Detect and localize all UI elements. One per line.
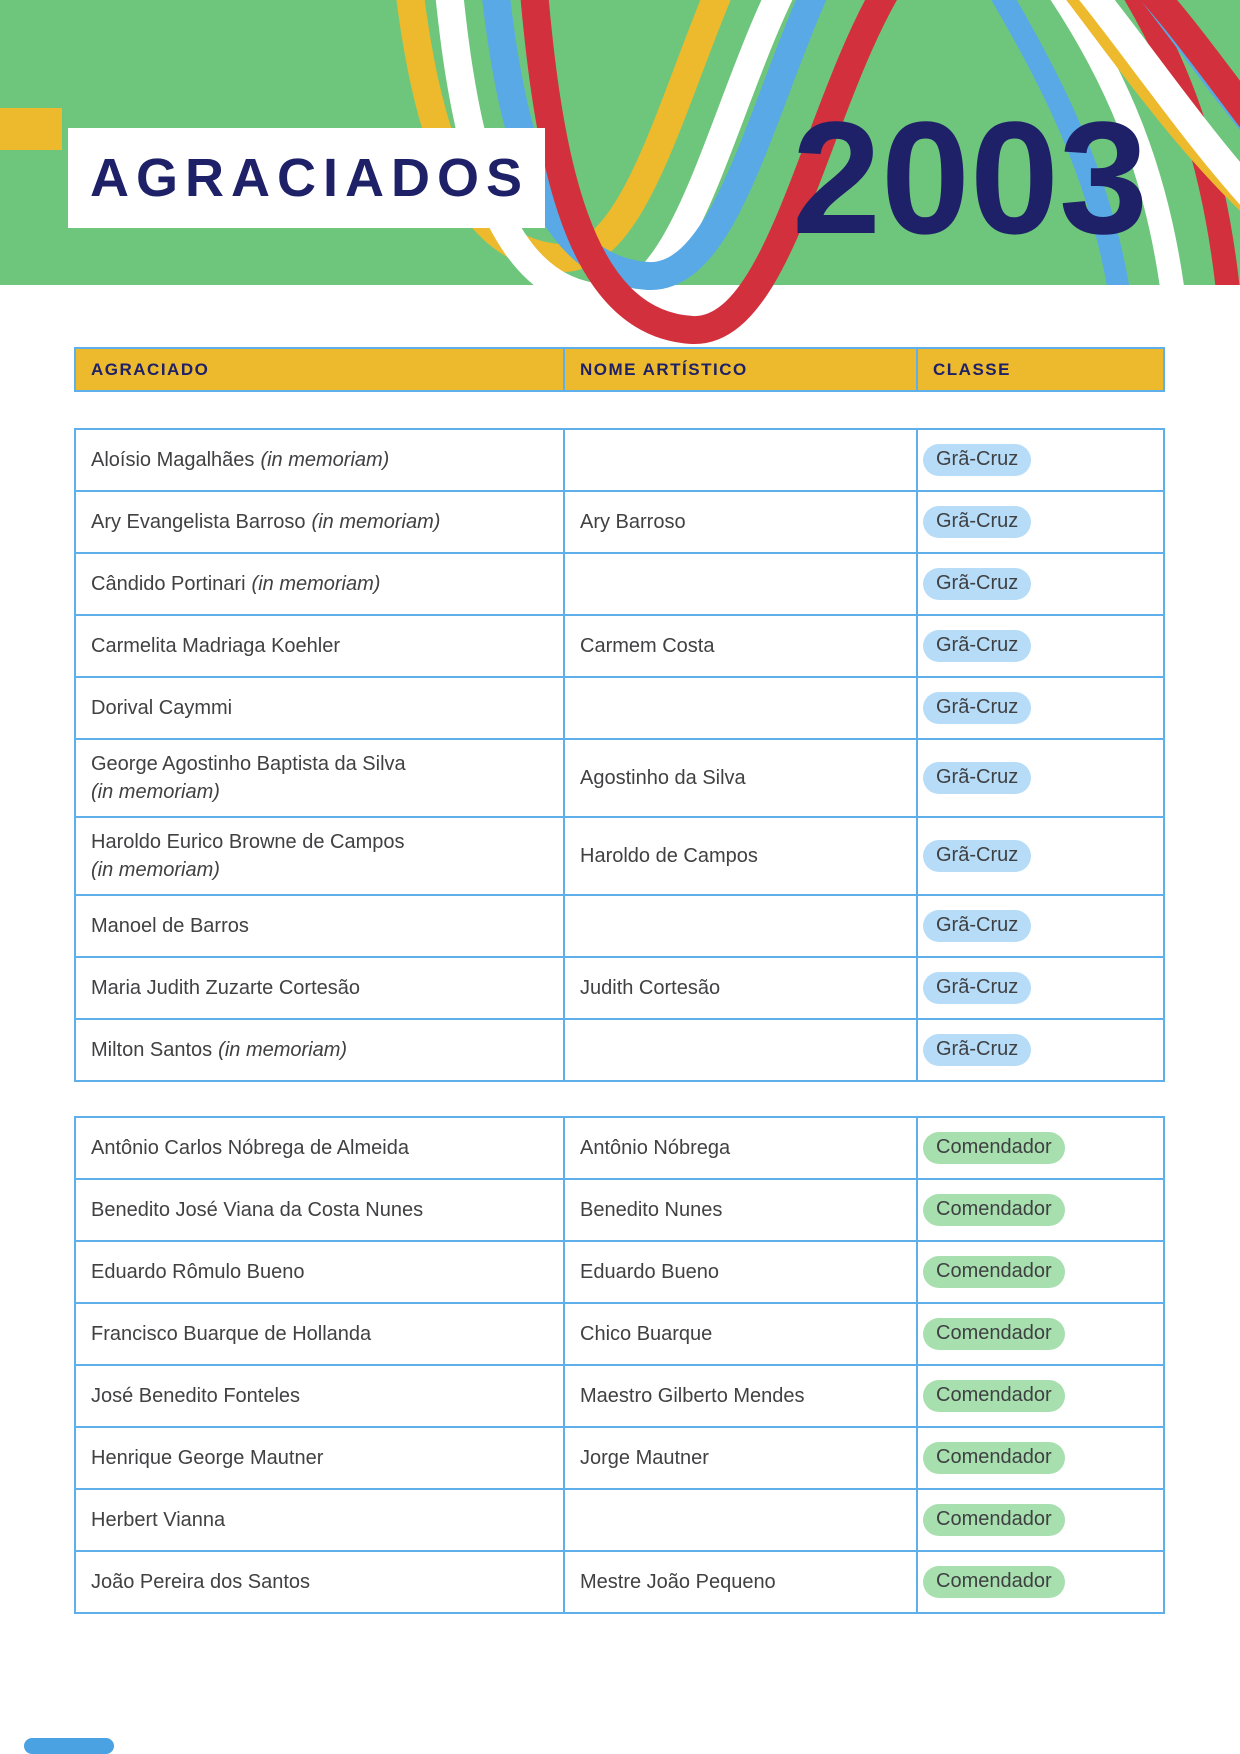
agraciado-name: Haroldo Eurico Browne de Campos: [91, 831, 405, 853]
banner-year: 2003: [792, 88, 1148, 267]
cell-agraciado: [76, 554, 563, 614]
cell-nome-artistico: Haroldo de Campos: [563, 818, 916, 894]
in-memoriam-label: (in memoriam): [218, 1039, 348, 1061]
table-row: [76, 1118, 1163, 1178]
cell-agraciado: [76, 1180, 563, 1240]
table-row: [76, 1426, 1163, 1488]
table-row: [76, 430, 1163, 490]
table-section-gra-cruz: [74, 428, 1165, 1082]
agraciado-name: Milton Santos: [91, 1039, 213, 1061]
agraciado-name: Maria Judith Zuzarte Cortesão: [91, 977, 361, 999]
table-row: [76, 1178, 1163, 1240]
table-row: [76, 614, 1163, 676]
cell-agraciado: [76, 1490, 563, 1550]
classe-badge: Grã-Cruz: [923, 444, 1031, 476]
cell-nome-artistico: [563, 896, 916, 956]
classe-badge: Grã-Cruz: [923, 840, 1031, 872]
cell-classe: [916, 616, 1163, 676]
cell-nome-artistico: [563, 554, 916, 614]
cell-classe: [916, 678, 1163, 738]
cell-classe: [916, 1366, 1163, 1426]
cell-agraciado: [76, 1118, 563, 1178]
cell-classe: [916, 492, 1163, 552]
cell-agraciado: [76, 896, 563, 956]
agraciado-name: Benedito José Viana da Costa Nunes: [91, 1199, 424, 1221]
cell-classe: [916, 818, 1163, 894]
classe-badge: Comendador: [923, 1132, 1065, 1164]
classe-badge: Comendador: [923, 1194, 1065, 1226]
classe-badge: Grã-Cruz: [923, 910, 1031, 942]
cell-classe: [916, 1552, 1163, 1612]
cell-classe: [916, 1304, 1163, 1364]
cell-agraciado: [76, 958, 563, 1018]
cell-classe: [916, 1490, 1163, 1550]
table-row: [76, 676, 1163, 738]
cell-agraciado: [76, 430, 563, 490]
cell-agraciado: [76, 818, 563, 894]
cell-classe: [916, 1242, 1163, 1302]
cell-agraciado: [76, 678, 563, 738]
cell-nome-artistico: Antônio Nóbrega: [563, 1118, 916, 1178]
classe-badge: Grã-Cruz: [923, 568, 1031, 600]
cell-nome-artistico: [563, 1490, 916, 1550]
table-row: [76, 1018, 1163, 1080]
cell-nome-artistico: Mestre João Pequeno: [563, 1552, 916, 1612]
table-row: [76, 1550, 1163, 1612]
agraciado-name: José Benedito Fonteles: [91, 1385, 301, 1407]
in-memoriam-label: (in memoriam): [260, 449, 390, 471]
agraciado-name: Herbert Vianna: [91, 1509, 226, 1531]
agraciado-name: Francisco Buarque de Hollanda: [91, 1323, 372, 1345]
table-section-comendador: [74, 1116, 1165, 1614]
cell-agraciado: [76, 740, 563, 816]
cell-nome-artistico: Benedito Nunes: [563, 1180, 916, 1240]
table-row: [76, 1364, 1163, 1426]
in-memoriam-label: (in memoriam): [91, 781, 220, 803]
classe-badge: Grã-Cruz: [923, 692, 1031, 724]
header-nome-artistico: NOME ARTÍSTICO: [563, 349, 916, 390]
cell-nome-artistico: Judith Cortesão: [563, 958, 916, 1018]
agraciado-name: Henrique George Mautner: [91, 1447, 324, 1469]
agraciado-name: George Agostinho Baptista da Silva: [91, 753, 406, 775]
cell-nome-artistico: Chico Buarque: [563, 1304, 916, 1364]
table-row: [76, 738, 1163, 816]
header-classe: CLASSE: [916, 349, 1163, 390]
cell-classe: [916, 958, 1163, 1018]
agraciado-name: Cândido Portinari: [91, 573, 246, 595]
agraciado-name: Aloísio Magalhães: [91, 449, 255, 471]
page-title: AGRACIADOS: [90, 148, 530, 208]
cell-nome-artistico: Ary Barroso: [563, 492, 916, 552]
agraciado-name: Manoel de Barros: [91, 915, 249, 937]
classe-badge: Comendador: [923, 1566, 1065, 1598]
cell-classe: [916, 1118, 1163, 1178]
classe-badge: Grã-Cruz: [923, 506, 1031, 538]
cell-classe: [916, 1020, 1163, 1080]
table-row: [76, 552, 1163, 614]
classe-badge: Grã-Cruz: [923, 630, 1031, 662]
table-row: [76, 1302, 1163, 1364]
agraciado-name: Dorival Caymmi: [91, 697, 233, 719]
in-memoriam-label: (in memoriam): [91, 859, 220, 881]
cell-classe: [916, 740, 1163, 816]
classe-badge: Comendador: [923, 1442, 1065, 1474]
table-row: [76, 1488, 1163, 1550]
cell-nome-artistico: [563, 1020, 916, 1080]
cell-nome-artistico: Carmem Costa: [563, 616, 916, 676]
cell-agraciado: [76, 1242, 563, 1302]
in-memoriam-label: (in memoriam): [251, 573, 381, 595]
cell-nome-artistico: [563, 678, 916, 738]
cell-nome-artistico: Maestro Gilberto Mendes: [563, 1366, 916, 1426]
table-row: [76, 816, 1163, 894]
classe-badge: Grã-Cruz: [923, 972, 1031, 1004]
agraciado-name: João Pereira dos Santos: [91, 1571, 311, 1593]
cell-agraciado: [76, 1552, 563, 1612]
cell-classe: [916, 896, 1163, 956]
table-row: [76, 956, 1163, 1018]
cell-agraciado: [76, 1366, 563, 1426]
cell-classe: [916, 430, 1163, 490]
cell-classe: [916, 554, 1163, 614]
in-memoriam-label: (in memoriam): [311, 511, 441, 533]
header-agraciado: AGRACIADO: [91, 359, 210, 379]
table-row: [76, 1240, 1163, 1302]
cell-agraciado: [76, 1428, 563, 1488]
agraciado-name: Ary Evangelista Barroso: [91, 511, 306, 533]
cell-nome-artistico: Eduardo Bueno: [563, 1242, 916, 1302]
classe-badge: Comendador: [923, 1504, 1065, 1536]
agraciado-name: Eduardo Rômulo Bueno: [91, 1261, 305, 1283]
cell-classe: [916, 1428, 1163, 1488]
agraciado-name: Antônio Carlos Nóbrega de Almeida: [91, 1137, 409, 1159]
table-row: [76, 490, 1163, 552]
classe-badge: Comendador: [923, 1318, 1065, 1350]
cell-agraciado: [76, 1020, 563, 1080]
classe-badge: Comendador: [923, 1380, 1065, 1412]
classe-badge: Comendador: [923, 1256, 1065, 1288]
cell-agraciado: [76, 616, 563, 676]
cell-nome-artistico: [563, 430, 916, 490]
cell-agraciado: [76, 492, 563, 552]
cell-nome-artistico: Jorge Mautner: [563, 1428, 916, 1488]
cell-nome-artistico: Agostinho da Silva: [563, 740, 916, 816]
cell-classe: [916, 1180, 1163, 1240]
bottom-page-tab: [24, 1738, 114, 1754]
classe-badge: Grã-Cruz: [923, 1034, 1031, 1066]
agraciado-name: Carmelita Madriaga Koehler: [91, 635, 341, 657]
table-row: [76, 894, 1163, 956]
classe-badge: Grã-Cruz: [923, 762, 1031, 794]
cell-agraciado: [76, 1304, 563, 1364]
table-header: [74, 347, 1165, 392]
